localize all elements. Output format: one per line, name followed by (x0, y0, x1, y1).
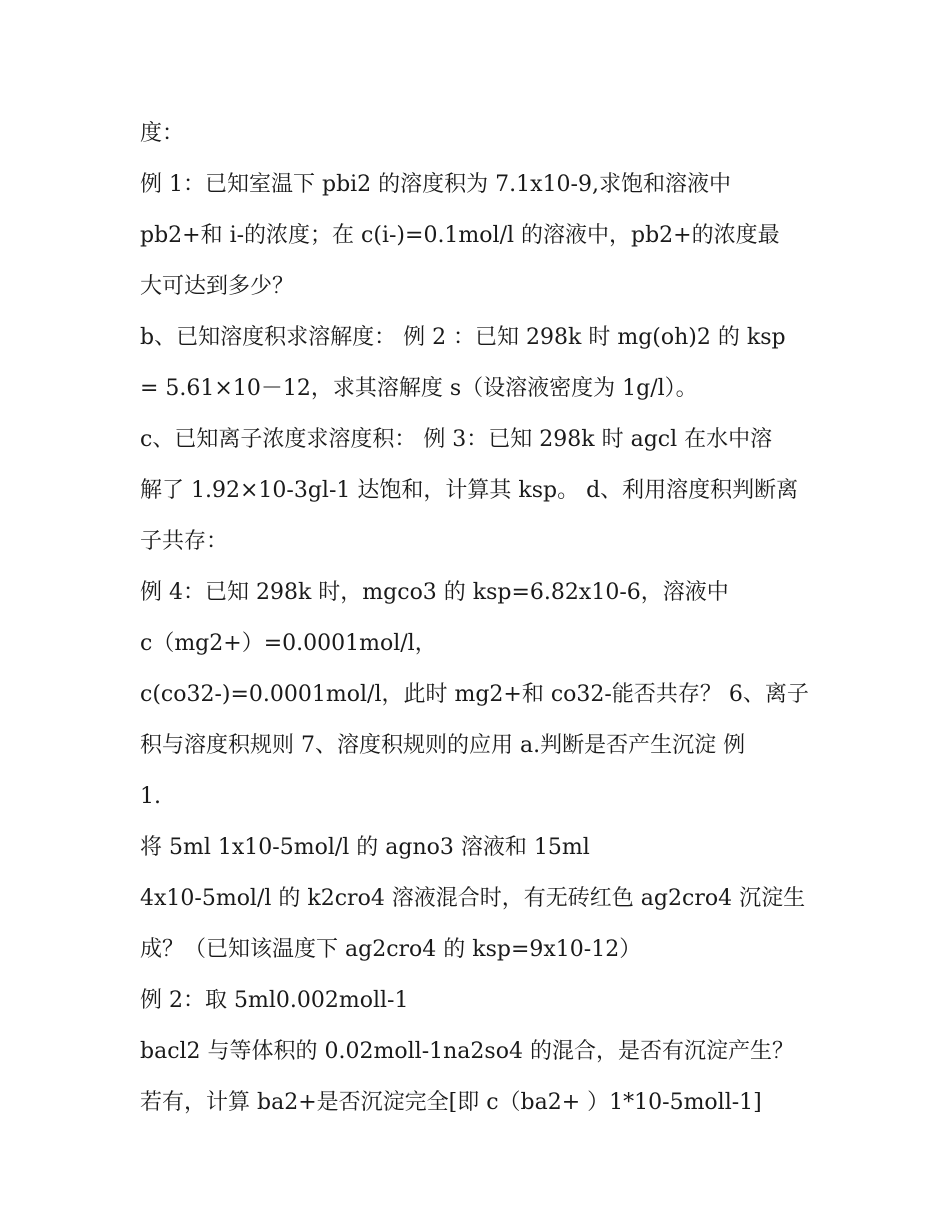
text-line: 将 5ml 1x10-5mol/l 的 agno3 溶液和 15ml (140, 835, 590, 860)
text-line: 若有，计算 ba2+是否沉淀完全[即 c（ba2+ ）1*10-5moll-1] (140, 1090, 762, 1115)
text-line: 度： (140, 121, 185, 146)
text-line: 成？（已知该温度下 ag2cro4 的 ksp=9x10-12） (140, 937, 642, 962)
text-line: c（mg2+）=0.0001mol/l， (140, 631, 437, 656)
text-line: 积与溶度积规则 7、溶度积规则的应用 a.判断是否产生沉淀 例 (140, 733, 746, 758)
document-body (140, 108, 820, 1128)
text-line: c(co32-)=0.0001mol/l，此时 mg2+和 co32-能否共存？ 6、离子 (140, 682, 809, 707)
text-line: 4x10-5mol/l 的 k2cro4 溶液混合时，有无砖红色 ag2cro4 沉淀生 (140, 886, 806, 911)
text-line: = 5.61×10－12，求其溶解度 s（设溶液密度为 1g/l）。 (140, 376, 698, 401)
text-line: 大可达到多少？ (140, 274, 295, 299)
text-line: b、已知溶度积求溶解度： 例 2 ：已知 298k 时 mg(oh)2 的 ksp (140, 325, 786, 350)
text-line: 解了 1.92×10-3gl-1 达饱和，计算其 ksp。 d、利用溶度积判断离 (140, 478, 799, 503)
text-line: pb2+和 i-的浓度；在 c(i-)=0.1mol/l 的溶液中，pb2+的浓度最 (140, 223, 780, 248)
text-line: 1. (140, 784, 161, 809)
text-line: bacl2 与等体积的 0.02moll-1na2so4 的混合，是否有沉淀产生？ (140, 1039, 794, 1064)
text-line: 子共存： (140, 529, 229, 554)
text-line: c、已知离子浓度求溶度积： 例 3：已知 298k 时 agcl 在水中溶 (140, 427, 773, 452)
text-line: 例 1：已知室温下 pbi2 的溶度积为 7.1x10-9,求饱和溶液中 (140, 172, 731, 197)
text-line: 例 4：已知 298k 时，mgco3 的 ksp=6.82x10-6，溶液中 (140, 580, 729, 605)
text-line: 例 2：取 5ml0.002moll-1 (140, 988, 409, 1013)
